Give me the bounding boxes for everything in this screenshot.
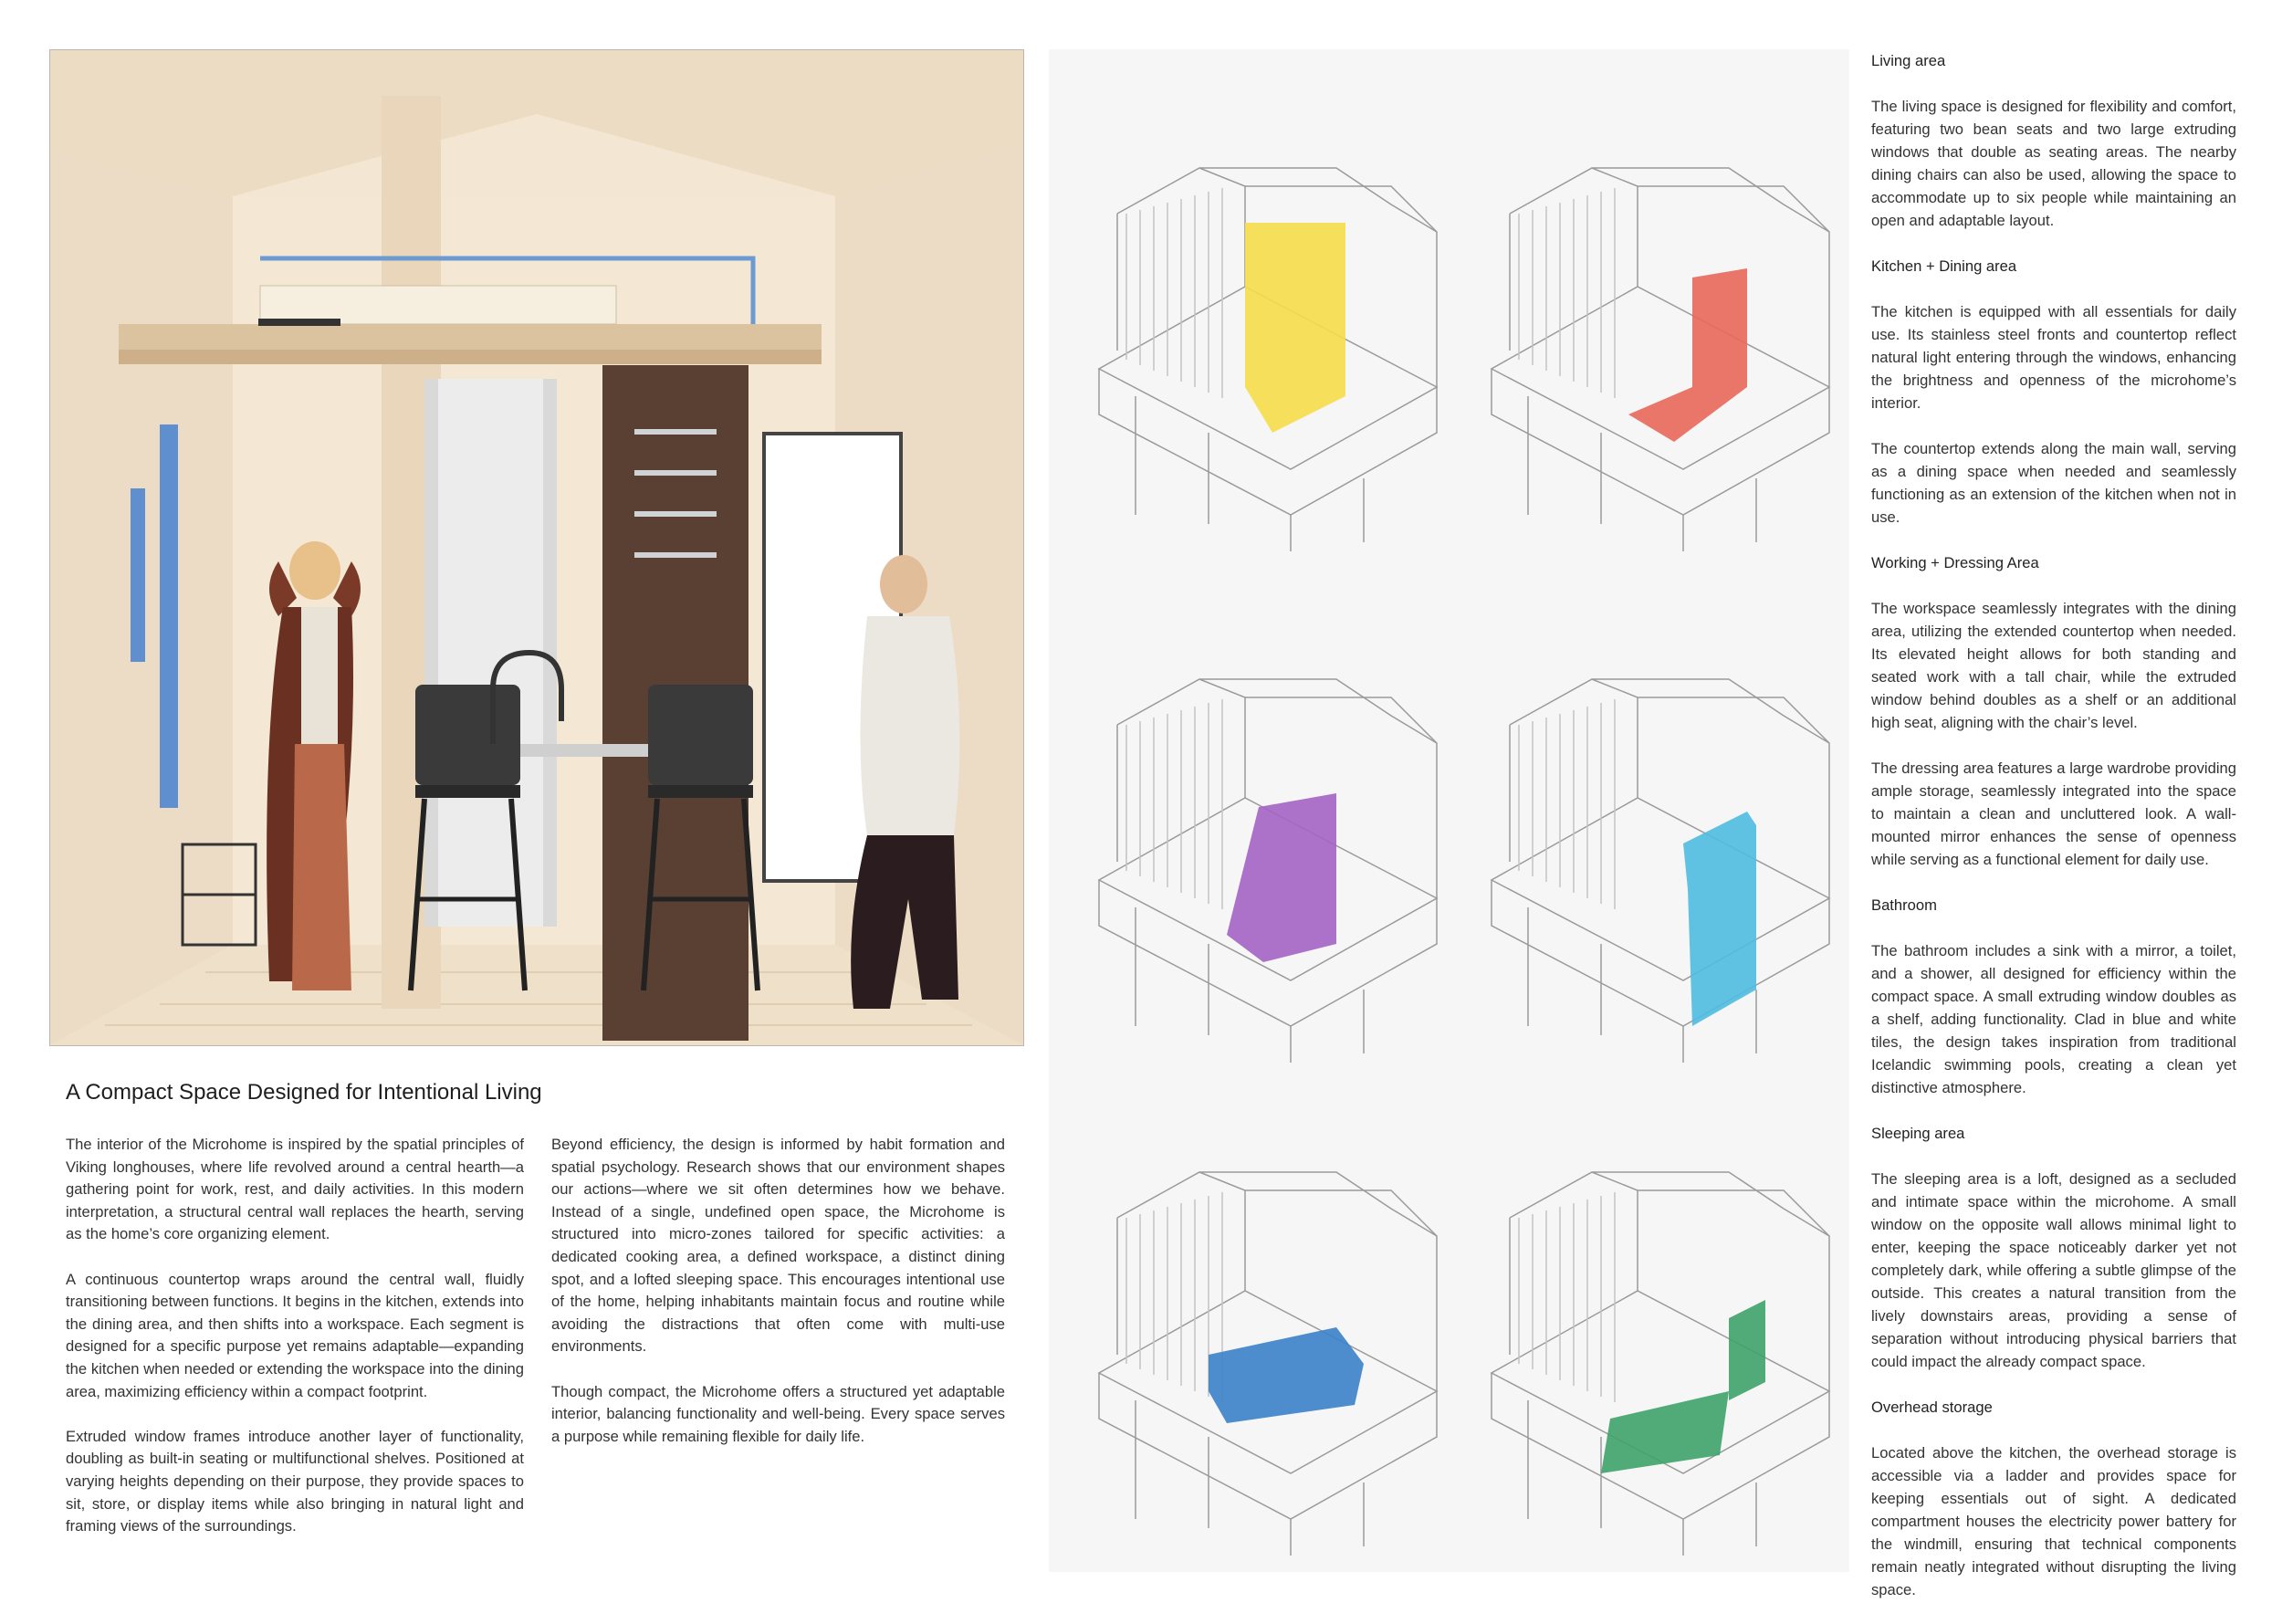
zone-heading-working: Working + Dressing Area: [1871, 554, 2039, 571]
zone-paragraph: The dressing area features a large wardrobe providing ample storage, seamlessly integrated into the space to maintain a clean and uncluttered look. A wall-mounted mirror enhances the sense of openness while serving as a functional element for daily use.: [1871, 760, 2236, 868]
body-paragraph: A continuous countertop wraps around the central wall, fluidly transitioning between functions. It begins in the kitchen, extends into the dining area, and then shifts into a workspace. Each segment is designed for a specific purpose yet remains adaptable—expanding the kitchen when needed or extending the workspace into the dining area, maximizing efficiency within a compact footprint.: [66, 1270, 524, 1400]
house-outline: [1492, 1172, 1829, 1556]
body-column-left: [66, 1134, 524, 1560]
page-title: A Compact Space Designed for Intentional Living: [66, 1080, 542, 1105]
house-outline: [1492, 679, 1829, 1063]
zone-diagram-2: [1455, 86, 1848, 561]
outline-stroke: [1117, 1190, 1437, 1355]
zone-heading-bathroom: Bathroom: [1871, 896, 1937, 914]
zone-highlight: [1245, 223, 1345, 433]
zone-descriptions: [1871, 49, 2236, 1624]
outline-stroke: [1492, 287, 1829, 469]
outline-stroke: [1136, 1400, 1364, 1556]
left-window-small: [131, 488, 145, 662]
zone-highlight: [1209, 1327, 1364, 1423]
zone-heading-sleeping: Sleeping area: [1871, 1125, 1965, 1142]
body-paragraph: Though compact, the Microhome offers a structured yet adaptable interior, balancing functionality and well-being. Every space serves a purpose while remaining flexible for daily life.: [551, 1382, 1005, 1445]
outline-stroke: [1510, 186, 1829, 351]
zone-heading-kitchen: Kitchen + Dining area: [1871, 257, 2017, 275]
outline-stroke: [1492, 798, 1829, 980]
body-paragraph: Beyond efficiency, the design is informed by habit formation and spatial psychology. Research shows that our environment shapes our actions—where we sit often determines how we behave. Instead of a single, undefined open space, the Microhome is structured into micro-zones tailored for specific activities: a dedicated cooking area, a defined workspace, a distinct dining spot, and a lofted sleeping space. This encourages intentional use of the home, helping inhabitants maintain focus and routine while avoiding the distractions that often come with multi-use environments.: [551, 1136, 1005, 1356]
body-paragraph: The interior of the Microhome is inspired by the spatial principles of Viking longhouses, where life revolved around a central hearth—a gathering point for work, rest, and daily activities. In this modern interpretation, a structural central wall replaces the hearth, serving as the home’s core organizing element.: [66, 1136, 524, 1243]
zone-paragraph: The bathroom includes a sink with a mirror, a toilet, and a shower, all designed for efficiency within the compact space. A small extruding window doubles as a shelf, adding functionality. Clad in blue and white tiles, the design takes inspiration from traditional Icelandic swimming pools, creating a clean yet distinctive atmosphere.: [1871, 942, 2236, 1096]
woman-figure: [267, 541, 361, 990]
zone-diagram-4: [1455, 597, 1848, 1072]
zone-paragraph: The countertop extends along the main wall, serving as a dining space when needed and seamlessly functioning as an extension of the kitchen when not in use.: [1871, 440, 2236, 526]
outline-stroke: [1510, 697, 1829, 862]
house-outline: [1492, 168, 1829, 551]
zone-highlight: [1628, 268, 1747, 442]
loft-mattress: [260, 286, 616, 324]
zone-diagram-1: [1062, 86, 1455, 561]
outline-stroke: [1492, 880, 1829, 1026]
loft-vent: [258, 319, 340, 326]
outline-stroke: [1510, 1172, 1829, 1391]
interior-render: [49, 49, 1024, 1046]
loft-beam: [119, 350, 822, 364]
zone-paragraph: Located above the kitchen, the overhead storage is accessible via a ladder and provides space for keeping essentials out of sight. A dedicated compartment houses the electricity power battery for the windmill, ensuring that technical components remain neatly integrated without disrupting the living space.: [1871, 1444, 2236, 1598]
left-window-tall: [160, 424, 178, 808]
zone-diagram-6: [1455, 1090, 1848, 1565]
zone-diagram-5: [1062, 1090, 1455, 1565]
zone-paragraph: The kitchen is equipped with all essentials for daily use. Its stainless steel fronts and countertop reflect natural light entering through the windows, enhancing the brightness and openness of the microhome’s interior.: [1871, 303, 2236, 412]
outline-stroke: [1510, 679, 1829, 898]
outline-stroke: [1492, 369, 1829, 515]
zone-highlight: [1227, 793, 1336, 962]
zone-paragraph: The living space is designed for flexibility and comfort, featuring two bean seats and two large extruding windows that double as seating areas. The nearby dining chairs can also be used, allowing the space to accommodate up to six people while maintaining an open and adaptable layout.: [1871, 98, 2236, 229]
body-paragraph: Extruded window frames introduce another layer of functionality, doubling as built-in seating or multifunctional shelves. Positioned at varying heights depending on their purpose, they provide spaces to sit, store, or display items while also bringing in natural light and framing views of the surroundings.: [66, 1427, 524, 1535]
zone-diagram-3: [1062, 597, 1455, 1072]
zone-highlight: [1601, 1300, 1765, 1473]
zone-heading-storage: Overhead storage: [1871, 1399, 1993, 1416]
loft-floor: [119, 324, 822, 350]
outline-stroke: [1136, 396, 1364, 551]
zone-highlight: [1683, 812, 1756, 1026]
body-column-right: [551, 1134, 1005, 1471]
outline-stroke: [1510, 168, 1829, 387]
zone-diagram-panel: [1049, 49, 1849, 1572]
zone-heading-living: Living area: [1871, 52, 1946, 69]
outline-stroke: [1510, 1190, 1829, 1355]
zone-paragraph: The workspace seamlessly integrates with the dining area, utilizing the extended countertop when needed. Its elevated height allows for both standing and seated work with a tall chair, while the extruded window behind doubles as a shelf or an additional high seat, aligning with the chair’s level.: [1871, 600, 2236, 731]
zone-paragraph: The sleeping area is a loft, designed as a secluded and intimate space within the microhome. A small window on the opposite wall allows minimal light to enter, keeping the space noticeably darker yet not completely dark, while offering a subtle glimpse of the outside. This creates a natural transition from the lively downstairs areas, providing a sense of separation without introducing physical barriers that could impact the already compact space.: [1871, 1170, 2236, 1370]
interior-illustration: [50, 50, 1023, 1045]
